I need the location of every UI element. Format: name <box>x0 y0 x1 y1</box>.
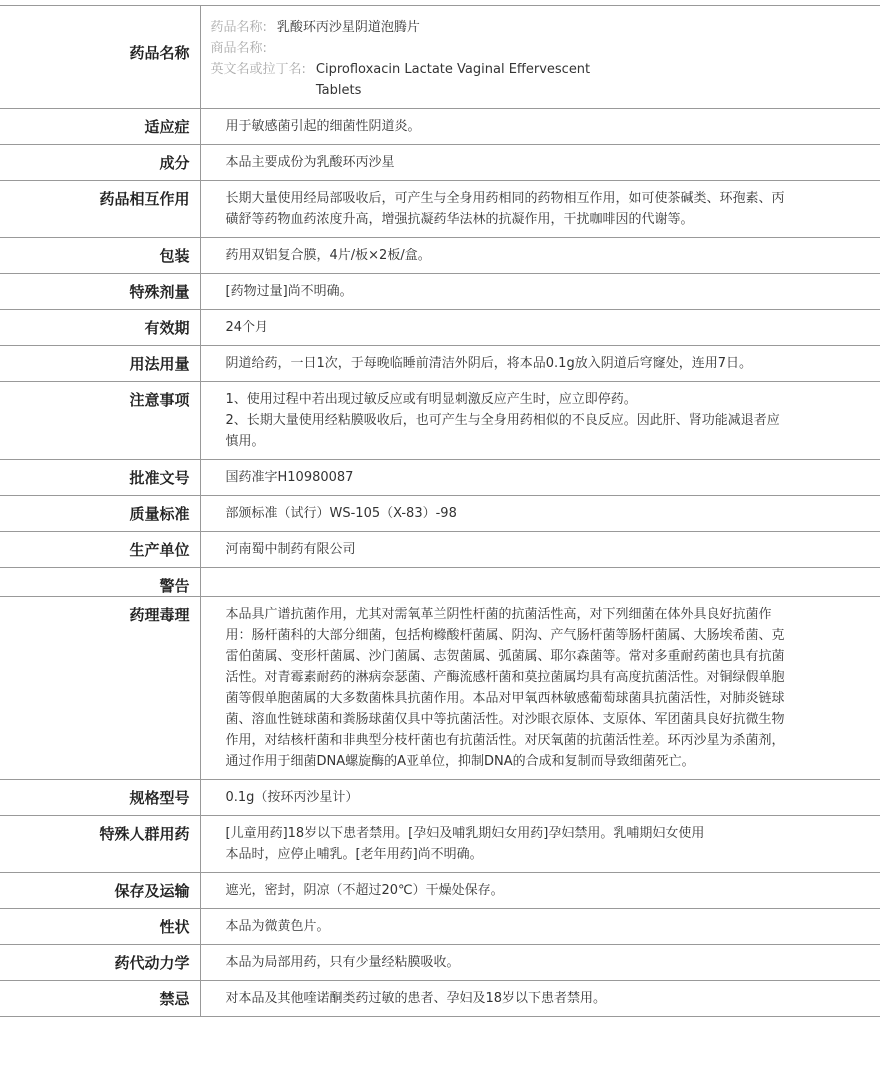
row-1 <box>0 145 880 181</box>
row-value-line: 河南蜀中制药有限公司 <box>225 542 356 557</box>
row-label: 成分 <box>0 145 200 181</box>
row-6 <box>0 346 880 382</box>
row-drug-name <box>0 6 880 109</box>
row-value-line: 2、长期大量使用经粘膜吸收后，也可产生与全身用药相似的不良反应。因此肝、肾功能减退者应慎用。 <box>225 413 780 449</box>
row-label: 性状 <box>0 909 200 945</box>
row-value <box>200 873 880 909</box>
row-value-line: 部颁标准（试行）WS-105（X-83）-98 <box>225 506 457 521</box>
row-value-line: 长期大量使用经局部吸收后，可产生与全身用药相同的药物相互作用，如可使茶碱类、环孢素、丙磺舒等药物血药浓度升高，增强抗凝药华法林的抗凝作用，干扰咖啡因的代谢等。 <box>225 191 785 227</box>
row-label: 特殊人群用药 <box>0 816 200 873</box>
row-label: 注意事项 <box>0 382 200 460</box>
row-value-line: 本品时，应停止哺乳。[老年用药]尚不明确。 <box>225 847 483 862</box>
row-label: 规格型号 <box>0 780 200 816</box>
row-value-line: 24个月 <box>225 320 269 335</box>
row-label: 批准文号 <box>0 460 200 496</box>
row-15 <box>0 873 880 909</box>
trade-name-line <box>211 38 871 59</box>
row-5 <box>0 310 880 346</box>
row-9 <box>0 496 880 532</box>
row-label: 包装 <box>0 238 200 274</box>
english-name-value: Ciprofloxacin Lactate Vaginal Effervescent Tablets <box>315 62 591 98</box>
row-label: 特殊剂量 <box>0 274 200 310</box>
row-18 <box>0 981 880 1017</box>
row-value <box>200 816 880 873</box>
row-12 <box>0 597 880 780</box>
row-label: 警告 <box>0 568 200 597</box>
row-value <box>200 310 880 346</box>
row-value-line: 药用双铝复合膜，4片/板×2板/盒。 <box>225 248 431 263</box>
row-14 <box>0 816 880 873</box>
row-value-line: 本品具广谱抗菌作用，尤其对需氧革兰阴性杆菌的抗菌活性高，对下列细菌在体外具良好抗菌作用：肠杆菌科的大部分细菌，包括枸橼酸杆菌属、阴沟、产气肠杆菌等肠杆菌属、大肠埃希菌、克雷伯菌属、变形杆菌属、沙门菌属、志贺菌属、弧菌属、耶尔森菌等。常对多重耐药菌也具有抗菌活性。对青霉素耐药的淋病奈瑟菌、产酶流感杆菌和莫拉菌属均具有高度抗菌活性。对铜绿假单胞菌等假单胞菌属的大多数菌株具抗菌作用。本品对甲氧西林敏感葡萄球菌具抗菌活性，对肺炎链球菌、溶血性链球菌和粪肠球菌仅具中等抗菌活性。对沙眼衣原体、支原体、军团菌具良好抗微生物作用，对结核杆菌和非典型分枝杆菌也有抗菌活性。对厌氧菌的抗菌活性差。环丙沙星为杀菌剂，通过作用于细菌DNA螺旋酶的A亚单位，抑制DNA的合成和复制而导致细菌死亡。 <box>225 607 785 769</box>
row-value <box>200 945 880 981</box>
row-value-line: [儿童用药]18岁以下患者禁用。[孕妇及哺乳期妇女用药]孕妇禁用。乳哺期妇女使用 <box>225 826 705 841</box>
row-label: 有效期 <box>0 310 200 346</box>
row-7 <box>0 382 880 460</box>
row-value <box>200 532 880 568</box>
row-label: 用法用量 <box>0 346 200 382</box>
row-value-line: 阴道给药，一日1次，于每晚临睡前清洁外阴后，将本品0.1g放入阴道后穹窿处，连用7日。 <box>225 356 752 371</box>
row-value <box>200 181 880 238</box>
row-value-line: 国药准字H10980087 <box>225 470 354 485</box>
row-value-line: 本品为局部用药，只有少量经粘膜吸收。 <box>225 955 460 970</box>
drug-name-block <box>200 6 880 109</box>
row-16 <box>0 909 880 945</box>
generic-name-line <box>211 17 871 38</box>
generic-name-key: 药品名称: <box>210 20 267 35</box>
row-value-line: 对本品及其他喹诺酮类药过敏的患者、孕妇及18岁以下患者禁用。 <box>225 991 607 1006</box>
row-value <box>200 109 880 145</box>
row-value-line: [药物过量]尚不明确。 <box>225 284 353 299</box>
row-value <box>200 981 880 1017</box>
row-3 <box>0 238 880 274</box>
row-value <box>200 496 880 532</box>
english-name-line <box>211 59 871 101</box>
row-8 <box>0 460 880 496</box>
row-label: 药品名称 <box>0 6 200 109</box>
row-value <box>200 780 880 816</box>
row-value-line: 本品主要成份为乳酸环丙沙星 <box>225 155 395 170</box>
row-4 <box>0 274 880 310</box>
row-13 <box>0 780 880 816</box>
row-11 <box>0 568 880 597</box>
row-2 <box>0 181 880 238</box>
row-label: 保存及运输 <box>0 873 200 909</box>
row-value <box>200 382 880 460</box>
english-name-key: 英文名或拉丁名: <box>210 62 306 77</box>
drug-info-body <box>0 6 880 1017</box>
row-label: 药品相互作用 <box>0 181 200 238</box>
trade-name-key: 商品名称: <box>210 41 267 56</box>
row-value-line: 本品为微黄色片。 <box>225 919 330 934</box>
row-label: 禁忌 <box>0 981 200 1017</box>
row-label: 生产单位 <box>0 532 200 568</box>
row-10 <box>0 532 880 568</box>
drug-info-table <box>0 5 880 1017</box>
row-value-line: 1、使用过程中若出现过敏反应或有明显刺激反应产生时，应立即停药。 <box>225 392 637 407</box>
row-value <box>200 460 880 496</box>
row-0 <box>0 109 880 145</box>
row-value <box>200 597 880 780</box>
row-label: 药代动力学 <box>0 945 200 981</box>
row-label: 质量标准 <box>0 496 200 532</box>
row-value <box>200 145 880 181</box>
row-17 <box>0 945 880 981</box>
generic-name-value: 乳酸环丙沙星阴道泡腾片 <box>276 20 420 35</box>
trade-name-value <box>267 38 277 59</box>
row-value <box>200 238 880 274</box>
row-value-line: 用于敏感菌引起的细菌性阴道炎。 <box>225 119 421 134</box>
row-value <box>200 346 880 382</box>
row-label: 药理毒理 <box>0 597 200 780</box>
row-value-line: 遮光，密封，阴凉（不超过20℃）干燥处保存。 <box>225 883 504 898</box>
row-value-line: 0.1g（按环丙沙星计） <box>225 790 359 805</box>
row-value <box>200 909 880 945</box>
row-value <box>200 568 880 597</box>
row-value <box>200 274 880 310</box>
row-label: 适应症 <box>0 109 200 145</box>
